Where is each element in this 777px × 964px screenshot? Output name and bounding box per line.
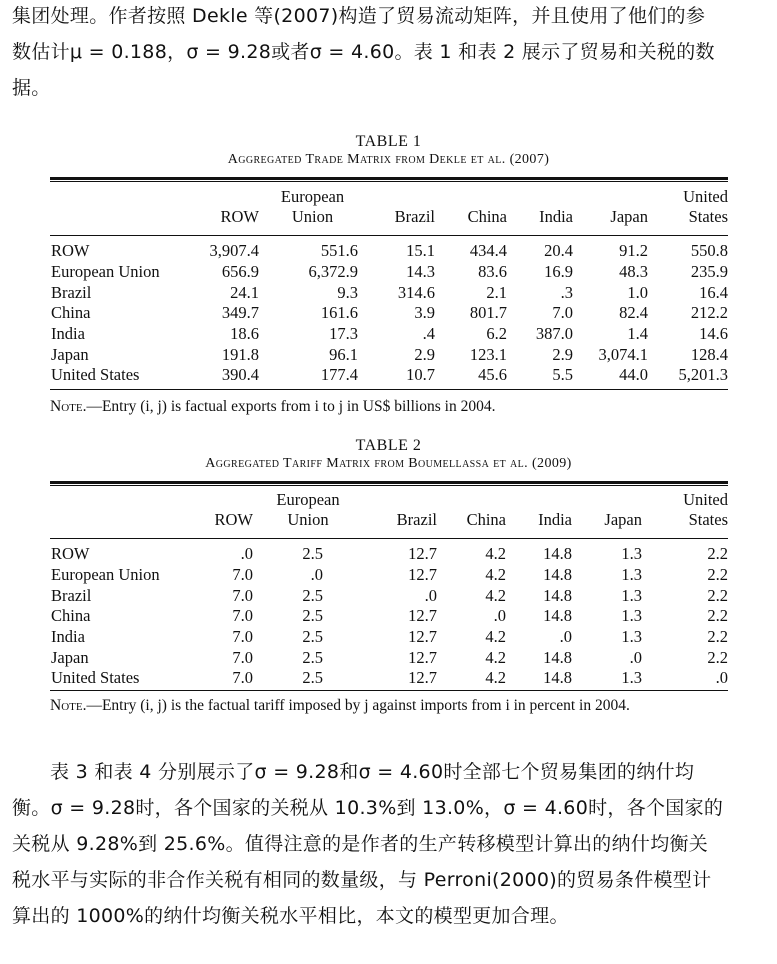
table-cell: 2.2 (707, 647, 728, 667)
table-cell: 4.2 (485, 647, 506, 667)
table-cell: 2.9 (414, 344, 435, 364)
table-cell: 1.3 (621, 585, 642, 605)
table-cell: 14.8 (543, 647, 572, 667)
table-cell: 14.3 (406, 262, 435, 282)
table2-top-rule-thin (50, 485, 728, 486)
table1-col-header: ROW (220, 207, 259, 226)
table-cell: 123.1 (469, 344, 507, 364)
table-cell: 390.4 (221, 365, 259, 385)
table2-note-lead: Note. (50, 697, 87, 714)
table-cell: .0 (715, 668, 728, 688)
table-cell: 14.8 (543, 668, 572, 688)
closing-line-3: 关税从 9.28%到 25.6%。值得注意的是作者的生产转移模型计算出的纳什均衡关 (12, 833, 709, 855)
table-cell: 2.5 (302, 647, 323, 667)
table-cell: 4.2 (485, 668, 506, 688)
table-cell: 3,074.1 (598, 344, 648, 364)
table-cell: 2.5 (302, 627, 323, 647)
row-label: European Union (51, 565, 160, 585)
table2-col-header: Japan (604, 510, 642, 529)
table2-grid (50, 490, 728, 689)
table2-note (50, 695, 728, 716)
table-cell: .0 (493, 606, 506, 626)
table2-col-header: India (538, 510, 572, 529)
table-cell: 12.7 (408, 647, 437, 667)
table-cell: 191.8 (221, 344, 259, 364)
table-cell: 14.8 (543, 606, 572, 626)
row-label: India (51, 324, 85, 344)
table-cell: 550.8 (690, 241, 728, 261)
table-row (50, 344, 728, 365)
table-row (50, 365, 728, 386)
table-cell: 2.5 (302, 668, 323, 688)
table-cell: 7.0 (232, 647, 253, 667)
table2-col-header: China (466, 510, 506, 529)
table-row (50, 606, 728, 627)
row-label: Brazil (51, 585, 92, 605)
closing-line-5: 算出的 1000%的纳什均衡关税水平相比，本文的模型更加合理。 (12, 905, 569, 927)
table-cell: 1.3 (621, 606, 642, 626)
table-cell: 12.7 (408, 627, 437, 647)
table-cell: 7.0 (232, 565, 253, 585)
table2-col-header: European Union (276, 490, 340, 529)
intro-paragraph (12, 0, 767, 106)
table-cell: 2.2 (707, 627, 728, 647)
row-label: Japan (51, 647, 89, 667)
table-cell: 12.7 (408, 544, 437, 564)
table-cell: 6.2 (486, 324, 507, 344)
table-row (50, 303, 728, 324)
table-cell: 91.2 (619, 241, 648, 261)
table-cell: 177.4 (320, 365, 358, 385)
table-cell: 16.9 (544, 262, 573, 282)
table-cell: 7.0 (232, 627, 253, 647)
table-cell: .4 (422, 324, 435, 344)
row-label: Japan (51, 344, 89, 364)
table-cell: 20.4 (544, 241, 573, 261)
table-cell: 1.3 (621, 544, 642, 564)
table1-stub-header (50, 187, 200, 227)
table2-stub-header (50, 490, 200, 530)
table2-col-header: United States (683, 490, 728, 529)
row-label: India (51, 627, 85, 647)
table-cell: .0 (629, 647, 642, 667)
table-cell: 6,372.9 (308, 262, 358, 282)
table-row (50, 241, 728, 262)
table1-grid (50, 187, 728, 386)
table-cell: 48.3 (619, 262, 648, 282)
table-cell: 2.2 (707, 544, 728, 564)
table2-col-header: ROW (214, 510, 253, 529)
table-cell: .0 (310, 565, 323, 585)
table-cell: 3,907.4 (209, 241, 259, 261)
intro-line-3: 据。 (12, 77, 51, 99)
table-cell: 5.5 (552, 365, 573, 385)
table1-top-rule (50, 177, 728, 180)
table-cell: 18.6 (230, 324, 259, 344)
table2-note-text: —Entry (i, j) is the factual tariff imposed by j against imports from i in percent in 2004. (86, 697, 630, 714)
table-cell: 1.3 (621, 668, 642, 688)
table-cell: 1.0 (627, 282, 648, 302)
table-cell: 551.6 (320, 241, 358, 261)
table-cell: 9.3 (337, 282, 358, 302)
table-cell: .0 (240, 544, 253, 564)
table-cell: 7.0 (232, 668, 253, 688)
table-cell: 4.2 (485, 565, 506, 585)
table1-col-header: India (539, 207, 573, 226)
closing-line-2: 衡。σ = 9.28时，各个国家的关税从 10.3%到 13.0%，σ = 4.60时，各个国家的 (12, 797, 724, 819)
table-row (50, 647, 728, 668)
table-cell: 4.2 (485, 544, 506, 564)
closing-paragraph (12, 754, 767, 934)
table-cell: 12.7 (408, 606, 437, 626)
table-cell: 434.4 (469, 241, 507, 261)
row-label: Brazil (51, 282, 92, 302)
table-cell: 12.7 (408, 565, 437, 585)
closing-line-4: 税水平与实际的非合作关税有相同的数量级，与 Perroni(2000)的贸易条件模型计 (12, 869, 712, 891)
table-cell: 3.9 (414, 303, 435, 323)
table-cell: 349.7 (221, 303, 259, 323)
row-label: China (51, 606, 91, 626)
table-cell: .0 (559, 627, 572, 647)
table2-subtitle: Aggregated Tariff Matrix from Boumellassa et al. (2009) (205, 456, 572, 471)
table-cell: 235.9 (690, 262, 728, 282)
table-cell: 14.6 (699, 324, 728, 344)
table-cell: 128.4 (690, 344, 728, 364)
table-cell: 2.5 (302, 606, 323, 626)
table2-top-rule (50, 481, 728, 484)
table-cell: 44.0 (619, 365, 648, 385)
row-label: United States (51, 365, 140, 385)
table-cell: 16.4 (699, 282, 728, 302)
table-cell: 2.9 (552, 344, 573, 364)
table-cell: 1.3 (621, 565, 642, 585)
table-cell: 96.1 (329, 344, 358, 364)
table1-subtitle: Aggregated Trade Matrix from Dekle et al. (2007) (227, 152, 550, 167)
table-row (50, 585, 728, 606)
table-cell: 801.7 (469, 303, 507, 323)
table-cell: 45.6 (478, 365, 507, 385)
table-cell: 161.6 (320, 303, 358, 323)
table1-col-header: Japan (610, 207, 648, 226)
table-cell: 4.2 (485, 627, 506, 647)
closing-line-1: 表 3 和表 4 分别展示了σ = 9.28和σ = 4.60时全部七个贸易集团的纳什均 (50, 761, 695, 783)
row-label: ROW (51, 544, 90, 564)
table1-note-text: —Entry (i, j) is factual exports from i to j in US$ billions in 2004. (86, 398, 496, 415)
table1-col-header: China (467, 207, 507, 226)
table-cell: 212.2 (690, 303, 728, 323)
table-cell: 4.2 (485, 585, 506, 605)
table-cell: .0 (424, 585, 437, 605)
table-cell: 2.2 (707, 606, 728, 626)
table-row (50, 627, 728, 648)
table-row (50, 324, 728, 345)
row-label: European Union (51, 262, 160, 282)
table1-title: TABLE 1 (355, 133, 422, 150)
table-cell: 2.1 (486, 282, 507, 302)
table-cell: 7.0 (232, 585, 253, 605)
table-cell: 14.8 (543, 544, 572, 564)
table1-top-rule-thin (50, 181, 728, 182)
table-cell: 7.0 (232, 606, 253, 626)
table-cell: 14.8 (543, 585, 572, 605)
table2-bottom-rule (50, 690, 728, 691)
table-cell: 12.7 (408, 668, 437, 688)
table1-col-header: United States (683, 187, 728, 226)
table-cell: 2.2 (707, 585, 728, 605)
row-label: United States (51, 668, 140, 688)
row-label: China (51, 303, 91, 323)
table2-col-header: Brazil (396, 510, 437, 529)
table-cell: 1.3 (621, 627, 642, 647)
table-cell: 83.6 (478, 262, 507, 282)
table-cell: 2.5 (302, 585, 323, 605)
table-row (50, 544, 728, 565)
table2-title: TABLE 2 (355, 437, 422, 454)
table1-note-lead: Note. (50, 398, 87, 415)
table-cell: 5,201.3 (678, 365, 728, 385)
table-cell: 2.2 (707, 565, 728, 585)
table-row (50, 282, 728, 303)
table-cell: 82.4 (619, 303, 648, 323)
table-cell: 14.8 (543, 565, 572, 585)
table-cell: 17.3 (329, 324, 358, 344)
table-cell: 15.1 (406, 241, 435, 261)
table-cell: 314.6 (397, 282, 435, 302)
table1-note (50, 396, 728, 417)
table-cell: 2.5 (302, 544, 323, 564)
intro-line-1: 集团处理。作者按照 Dekle 等(2007)构造了贸易流动矩阵，并且使用了他们的参 (12, 5, 706, 27)
table-cell: .3 (560, 282, 573, 302)
table-cell: 10.7 (406, 365, 435, 385)
table-row (50, 668, 728, 689)
table-row (50, 565, 728, 586)
row-label: ROW (51, 241, 90, 261)
table1-header-row (50, 187, 728, 227)
table1-col-header: Brazil (394, 207, 435, 226)
table-cell: 656.9 (221, 262, 259, 282)
table-cell: 24.1 (230, 282, 259, 302)
table-cell: 7.0 (552, 303, 573, 323)
table-cell: 387.0 (535, 324, 573, 344)
intro-line-2: 数估计μ = 0.188，σ = 9.28或者σ = 4.60。表 1 和表 2 展示了贸易和关税的数 (12, 41, 715, 63)
table-cell: 1.4 (627, 324, 648, 344)
table-row (50, 262, 728, 283)
table1-col-header: European Union (280, 187, 345, 226)
table1-bottom-rule (50, 389, 728, 390)
table2-header-row (50, 490, 728, 530)
